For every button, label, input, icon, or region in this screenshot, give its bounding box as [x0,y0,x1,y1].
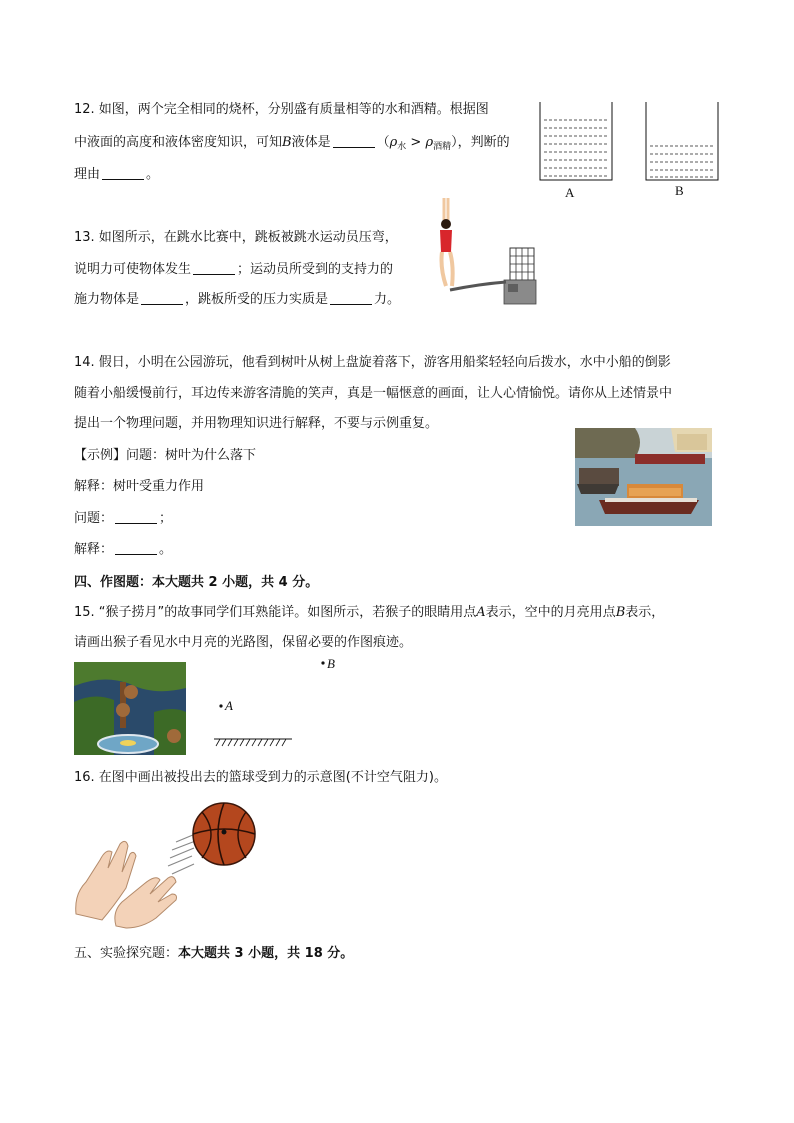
harbor-boat-photo [575,428,712,526]
answer-blank[interactable] [115,509,157,524]
q14-example-question: 【示例】问题：树叶为什么落下 [74,448,257,463]
q14-question: 问题： ； [74,511,173,526]
answer-blank[interactable] [102,165,144,180]
q15-line2: 请画出猴子看见水中月亮的光路图，保留必要的作图痕迹。 [74,635,413,650]
basketball-hands-illustration [72,802,260,928]
q14-example-answer: 解释：树叶受重力作用 [74,479,205,494]
answer-blank[interactable] [115,540,157,555]
q14-answer: 解释： 。 [74,542,173,557]
q12-line1: 12. 如图，两个完全相同的烧杯，分别盛有质量相等的水和酒精。根据图 [74,102,489,117]
answer-blank[interactable] [330,290,372,305]
q14-line1: 14. 假日，小明在公园游玩，他看到树叶从树上盘旋着落下，游客用船桨轻轻向后拨水，水中小船的倒影 [74,355,671,370]
q12-line3: 理由 。 [74,167,160,182]
beaker-b-label: B [675,183,684,198]
monkey-moon-picture [74,662,186,755]
q12-line2: 中液面的高度和液体密度知识，可知B液体是 $(\rho_水 > \rho_{酒精})$，判断的 [74,135,510,152]
diver-illustration [430,196,538,306]
point-a-label: A [225,698,233,713]
point-b-label: B [327,656,335,671]
answer-blank[interactable] [193,260,235,275]
q16-line1: 16. 在图中画出被投出去的篮球受到力的示意图(不计空气阻力)。 [74,770,447,785]
answer-blank[interactable] [141,290,183,305]
beaker-a-diagram [538,102,614,182]
q14-line3: 提出一个物理问题，并用物理知识进行解释，不要与示例重复。 [74,416,439,431]
q13-line3: 施力物体是 ，跳板所受的压力实质是 力。 [74,292,401,307]
q15-line1: 15. “猴子捞月”的故事同学们耳熟能详。如图所示，若猴子的眼睛用点A表示，空中的月亮用点B表示， [74,605,665,620]
beaker-b-diagram [644,102,720,182]
q14-line2: 随着小船缓慢前行，耳边传来游客清脆的笑声，真是一幅惬意的画面，让人心情愉悦。请你从上述情景中 [74,386,673,401]
answer-blank[interactable] [333,133,375,148]
point-b-dot [321,661,325,665]
beaker-a-label: A [565,185,575,200]
q13-line1: 13. 如图所示，在跳水比赛中，跳板被跳水运动员压弯， [74,230,398,245]
section-5-heading: 五、实验探究题：本大题共 3 小题，共 18 分。 [74,946,354,961]
q13-line2: 说明力可使物体发生 ；运动员所受到的支持力的 [74,262,394,277]
point-a-dot [219,704,223,708]
water-surface-line [214,738,292,748]
section-4-heading: 四、作图题：本大题共 2 小题，共 4 分。 [74,575,319,590]
